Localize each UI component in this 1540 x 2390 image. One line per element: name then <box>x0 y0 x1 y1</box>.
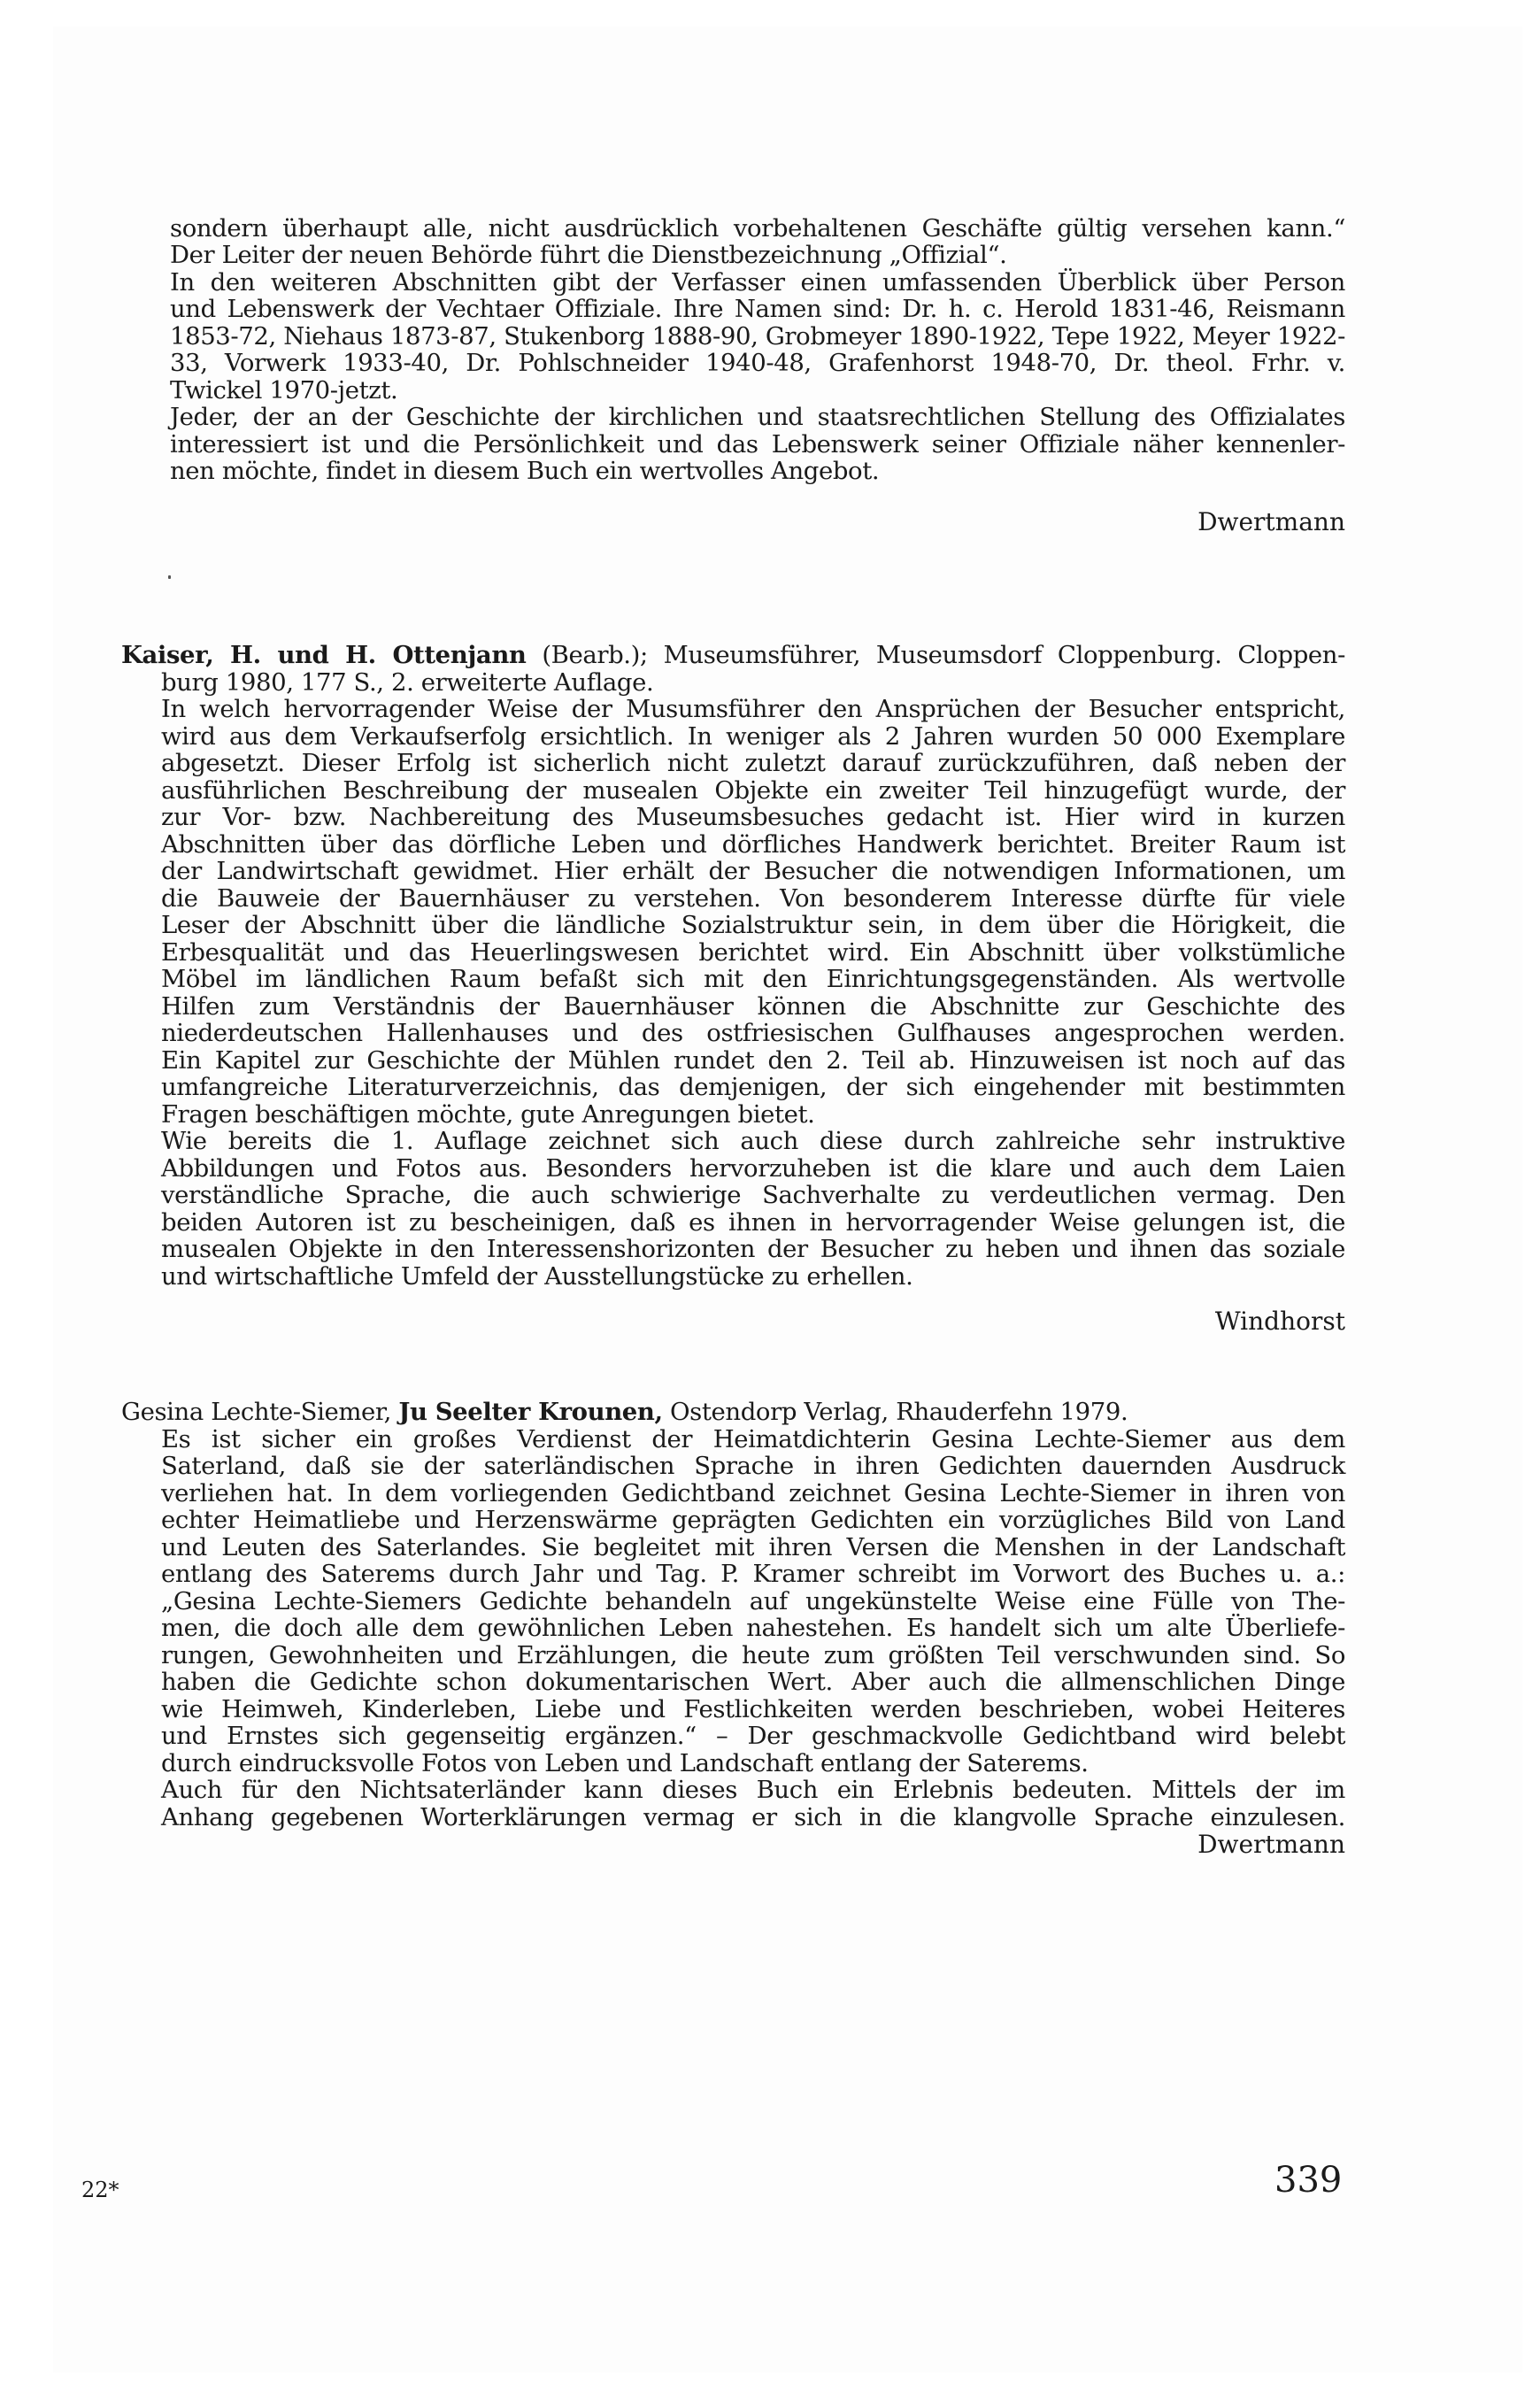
text-line: durch eindrucksvolle Fotos von Leben und Landschaft entlang der Saterems. <box>161 1749 1089 1777</box>
text-line: men, die doch alle dem gewöhnlichen Leben nahestehen. Es handelt sich um alte Überliefe- <box>161 1614 1345 1642</box>
text-line: musealen Objekte in den Interessenshorizonten der Besucher zu heben und ihnen das soziale <box>161 1235 1345 1263</box>
text-line: Der Leiter der neuen Behörde führt die Dienstbezeichnung „Offizial“. <box>170 241 1007 269</box>
text-line: wird aus dem Verkaufserfolg ersichtlich. In weniger als 2 Jahren wurden 50 000 Exemplare <box>161 722 1345 751</box>
text-line: verliehen hat. In dem vorliegenden Gedichtband zeichnet Gesina Lechte-Siemer in ihren von <box>161 1479 1345 1507</box>
reviewer-signature: Dwertmann <box>1197 507 1345 536</box>
text-line: In den weiteren Abschnitten gibt der Verfasser einen umfassenden Überblick über Person <box>170 268 1345 297</box>
text-line: ausführlichen Beschreibung der musealen Objekte ein zweiter Teil hinzugefügt wurde, der <box>161 776 1345 805</box>
text-line: „Gesina Lechte-Siemers Gedichte behandeln auf ungekünstelte Weise eine Fülle von The- <box>161 1587 1345 1615</box>
review-author: Gesina Lechte-Siemer, <box>121 1398 399 1426</box>
text-line: Ein Kapitel zur Geschichte der Mühlen rundet den 2. Teil ab. Hinzuweisen ist noch auf das <box>161 1046 1345 1075</box>
text-line: Möbel im ländlichen Raum befaßt sich mit den Einrichtungsgegenständen. Als wertvolle <box>161 965 1345 993</box>
text-line: Twickel 1970-jetzt. <box>170 376 398 405</box>
reviewer-signature: Dwertmann <box>1197 1830 1345 1859</box>
scan-speck <box>168 575 171 579</box>
text-line: verständliche Sprache, die auch schwierige Sachverhalte zu verdeutlichen vermag. Den <box>161 1181 1345 1209</box>
review-authors: Kaiser, H. und H. Ottenjann <box>121 641 527 669</box>
text-line: Hilfen zum Verständnis der Bauernhäuser können die Abschnitte zur Geschichte des <box>161 992 1345 1021</box>
text-line: In welch hervorragender Weise der Musumsführer den Ansprüchen der Besucher entspricht, <box>161 695 1345 723</box>
text-line: und wirtschaftliche Umfeld der Ausstellungstücke zu erhellen. <box>161 1262 913 1291</box>
review-heading <box>121 1399 1345 1425</box>
text-line: Auch für den Nichtsaterländer kann dieses Buch ein Erlebnis bedeuten. Mittels der im <box>161 1776 1345 1804</box>
text-line: echter Heimatliebe und Herzenswärme geprägten Gedichten ein vorzügliches Bild von Land <box>161 1506 1345 1534</box>
text-line: entlang des Saterems durch Jahr und Tag. P. Kramer schreibt im Vorwort des Buches u. a.: <box>161 1560 1345 1588</box>
review-heading <box>121 642 1345 668</box>
text-line: beiden Autoren ist zu bescheinigen, daß es ihnen in hervorragender Weise gelungen ist, die <box>161 1208 1345 1237</box>
text-line: interessiert ist und die Persönlichkeit und das Lebenswerk seiner Offiziale näher kennenler- <box>170 430 1345 459</box>
text-line: umfangreiche Literaturverzeichnis, das demjenigen, der sich eingehender mit bestimmten <box>161 1073 1345 1101</box>
text-line: Erbesqualität und das Heuerlingswesen berichtet wird. Ein Abschnitt über volkstümliche <box>161 938 1345 967</box>
text-line: und Lebenswerk der Vechtaer Offiziale. Ihre Namen sind: Dr. h. c. Herold 1831-46, Reismann <box>170 295 1345 323</box>
signature-mark: 22* <box>81 2178 119 2202</box>
text-line: wie Heimweh, Kinderleben, Liebe und Festlichkeiten werden beschrieben, wobei Heiteres <box>161 1695 1345 1723</box>
text-line: Fragen beschäftigen möchte, gute Anregungen bietet. <box>161 1100 815 1129</box>
page-number: 339 <box>1274 2160 1343 2201</box>
text-line: Jeder, der an der Geschichte der kirchlichen und staatsrechtlichen Stellung des Offizialates <box>170 403 1345 431</box>
text-line: der Landwirtschaft gewidmet. Hier erhält der Besucher die notwendigen Informationen, um <box>161 857 1345 885</box>
text-line: nen möchte, findet in diesem Buch ein wertvolles Angebot. <box>170 457 880 485</box>
text-line: Abschnitten über das dörfliche Leben und dörfliches Handwerk berichtet. Breiter Raum ist <box>161 830 1345 859</box>
text-line: niederdeutschen Hallenhauses und des ostfriesischen Gulfhauses angesprochen werden. <box>161 1019 1345 1047</box>
reviewer-signature: Windhorst <box>1214 1307 1345 1336</box>
text-line: rungen, Gewohnheiten und Erzählungen, die heute zum größten Teil verschwunden sind. So <box>161 1641 1345 1669</box>
text-line: Abbildungen und Fotos aus. Besonders hervorzuheben ist die klare und auch dem Laien <box>161 1154 1345 1183</box>
text-line: Es ist sicher ein großes Verdienst der Heimatdichterin Gesina Lechte-Siemer aus dem <box>161 1425 1345 1453</box>
text-line: die Bauweie der Bauernhäuser zu verstehen. Von besonderem Interesse dürfte für viele <box>161 884 1345 913</box>
text-line: Anhang gegebenen Worterklärungen vermag er sich in die klangvolle Sprache einzulesen. <box>161 1803 1345 1831</box>
text-line: abgesetzt. Dieser Erfolg ist sicherlich nicht zuletzt darauf zurückzuführen, daß neben der <box>161 749 1345 777</box>
text-line: burg 1980, 177 S., 2. erweiterte Auflage. <box>161 668 654 697</box>
text-line: haben die Gedichte schon dokumentarischen Wert. Aber auch die allmenschlichen Dinge <box>161 1668 1345 1696</box>
text-line: und Leuten des Saterlandes. Sie begleitet mit ihren Versen die Menshen in der Landschaft <box>161 1533 1345 1561</box>
text-line: 1853-72, Niehaus 1873-87, Stukenborg 1888-90, Grobmeyer 1890-1922, Tepe 1922, Meyer 1922- <box>170 322 1345 351</box>
text-line: sondern überhaupt alle, nicht ausdrücklich vorbehaltenen Geschäfte gültig versehen kann.“ <box>170 214 1345 243</box>
review-citation: (Bearb.); Museumsführer, Museumsdorf Cloppenburg. Cloppen- <box>526 641 1346 669</box>
text-line: Leser der Abschnitt über die ländliche Sozialstruktur sein, in dem über die Hörigkeit, die <box>161 911 1345 939</box>
review-book-title: Ju Seelter Krounen, <box>398 1398 663 1426</box>
text-line: Saterland, daß sie der saterländischen Sprache in ihren Gedichten dauernden Ausdruck <box>161 1452 1345 1480</box>
text-line: zur Vor- bzw. Nachbereitung des Museumsbesuches gedacht ist. Hier wird in kurzen <box>161 803 1345 831</box>
text-line: 33, Vorwerk 1933-40, Dr. Pohlschneider 1940-48, Grafenhorst 1948-70, Dr. theol. Frhr. v. <box>170 349 1345 377</box>
review-citation: Ostendorp Verlag, Rhauderfehn 1979. <box>662 1398 1128 1426</box>
text-line: Wie bereits die 1. Auflage zeichnet sich auch diese durch zahlreiche sehr instruktive <box>161 1127 1345 1155</box>
text-line: und Ernstes sich gegenseitig ergänzen.“ – Der geschmackvolle Gedichtband wird belebt <box>161 1722 1345 1750</box>
